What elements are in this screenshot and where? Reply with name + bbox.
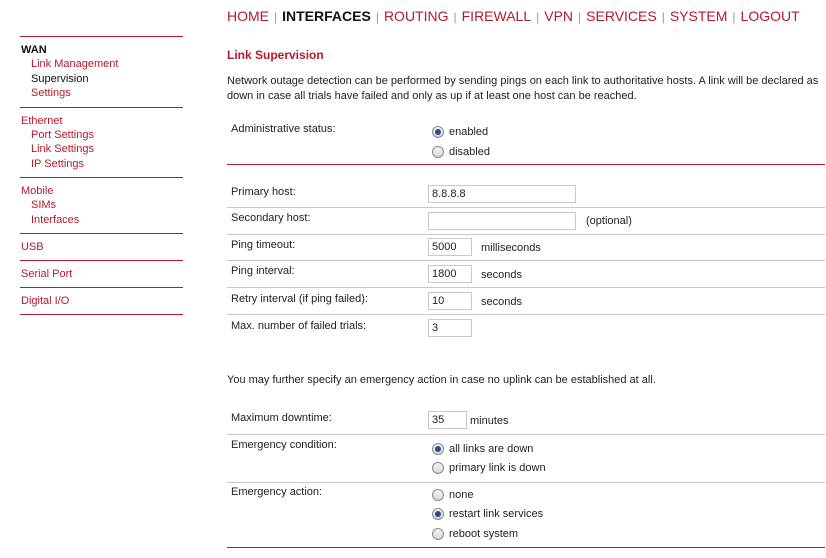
radio-label: reboot system [449, 528, 519, 540]
sidebar-item-link-management[interactable]: Link Management [31, 58, 119, 70]
admin-status-disabled-radio[interactable] [432, 146, 490, 158]
ping-interval-input[interactable] [428, 265, 472, 283]
primary-host-input[interactable] [428, 185, 576, 203]
nav-interfaces[interactable]: INTERFACES [282, 8, 371, 24]
primary-host-label: Primary host: [231, 186, 296, 198]
nav-logout[interactable]: LOGOUT [740, 8, 800, 24]
row-divider [227, 434, 825, 435]
sidebar-item-port-settings[interactable]: Port Settings [31, 128, 94, 141]
radio-unselected-icon [432, 489, 444, 501]
row-divider [227, 287, 825, 288]
nav-services[interactable]: SERVICES [586, 8, 657, 24]
nav-home[interactable]: HOME [227, 8, 269, 24]
ping-timeout-label: Ping timeout: [231, 239, 296, 251]
sidebar-group-usb [20, 233, 183, 260]
sidebar-group-serial [20, 260, 183, 287]
ping-interval-label: Ping interval: [231, 265, 295, 277]
sidebar-item-interfaces[interactable]: Interfaces [31, 213, 80, 226]
retry-interval-input[interactable] [428, 292, 472, 310]
secondary-host-input[interactable] [428, 212, 576, 230]
emergency-description: You may further specify an emergency action in case no uplink can be established at all. [227, 374, 656, 386]
sidebar [20, 36, 183, 315]
max-failed-trials-input[interactable] [428, 319, 472, 337]
retry-interval-unit: seconds [481, 296, 522, 308]
secondary-host-label: Secondary host: [231, 212, 311, 224]
nav-system[interactable]: SYSTEM [669, 8, 728, 24]
ping-timeout-input[interactable] [428, 238, 472, 256]
sidebar-item-usb[interactable]: USB [21, 241, 44, 253]
radio-selected-icon [432, 508, 444, 520]
condition-primary-link-down-radio[interactable] [432, 462, 546, 474]
condition-all-links-down-radio[interactable] [432, 443, 533, 455]
max-downtime-unit: minutes [470, 415, 509, 427]
radio-label: primary link is down [449, 462, 546, 474]
sidebar-item-sims[interactable]: SIMs [31, 199, 57, 211]
secondary-host-hint: (optional) [586, 215, 632, 227]
sidebar-item-supervision[interactable]: Supervision [31, 72, 89, 85]
action-none-radio[interactable] [432, 489, 473, 501]
sidebar-group-mobile [20, 177, 183, 233]
admin-status-label: Administrative status: [231, 123, 336, 135]
sidebar-item-mobile[interactable]: Mobile [21, 185, 54, 197]
max-downtime-label: Maximum downtime: [231, 412, 332, 424]
sidebar-item-settings[interactable]: Settings [31, 87, 71, 99]
radio-unselected-icon [432, 146, 444, 158]
radio-selected-icon [432, 126, 444, 138]
emergency-action-label: Emergency action: [231, 486, 323, 498]
page-title: Link Supervision [227, 48, 324, 62]
radio-label: restart link services [449, 508, 544, 520]
sidebar-item-wan[interactable]: WAN [21, 44, 47, 56]
radio-label: all links are down [449, 443, 534, 455]
radio-selected-icon [432, 443, 444, 455]
top-navigation: HOME | INTERFACES | ROUTING | FIREWALL | VPN | SERVICES | SYSTEM | LOGOUT [227, 8, 800, 24]
sidebar-item-ethernet[interactable]: Ethernet [21, 114, 63, 127]
action-restart-link-services-radio[interactable] [432, 508, 543, 520]
nav-routing[interactable]: ROUTING [383, 8, 449, 24]
sidebar-group-ethernet [20, 107, 183, 178]
row-divider [227, 482, 825, 483]
nav-firewall[interactable]: FIREWALL [461, 8, 532, 24]
row-divider [227, 207, 825, 208]
max-failed-trials-label: Max. number of failed trials: [231, 320, 367, 332]
radio-label: enabled [449, 126, 489, 138]
ping-timeout-unit: milliseconds [481, 242, 541, 254]
sidebar-item-ip-settings[interactable]: IP Settings [31, 157, 84, 170]
admin-status-enabled-radio[interactable] [432, 126, 488, 138]
section-divider [227, 164, 825, 165]
sidebar-group-digital-io [20, 287, 183, 315]
supervision-form [227, 0, 825, 558]
page-description: Network outage detection can be performed by sending pings on each link to authoritative hosts. A link will be declared as down in case all trials have failed and only as up if at least one host can be reached. [227, 75, 819, 102]
row-divider [227, 314, 825, 315]
radio-label: disabled [449, 146, 490, 158]
row-divider [227, 260, 825, 261]
radio-unselected-icon [432, 462, 444, 474]
emergency-condition-label: Emergency condition: [231, 439, 337, 451]
retry-interval-label: Retry interval (if ping failed): [231, 293, 368, 305]
max-downtime-input[interactable] [428, 411, 467, 429]
sidebar-item-link-settings[interactable]: Link Settings [31, 143, 94, 155]
row-divider [227, 234, 825, 235]
nav-vpn[interactable]: VPN [544, 8, 574, 24]
sidebar-group-wan [20, 36, 183, 107]
section-divider [227, 547, 825, 548]
sidebar-item-digital-io[interactable]: Digital I/O [21, 295, 70, 307]
action-reboot-system-radio[interactable] [432, 528, 518, 540]
radio-label: none [449, 489, 474, 501]
radio-unselected-icon [432, 528, 444, 540]
ping-interval-unit: seconds [481, 269, 522, 281]
sidebar-item-serial-port[interactable]: Serial Port [21, 268, 73, 280]
